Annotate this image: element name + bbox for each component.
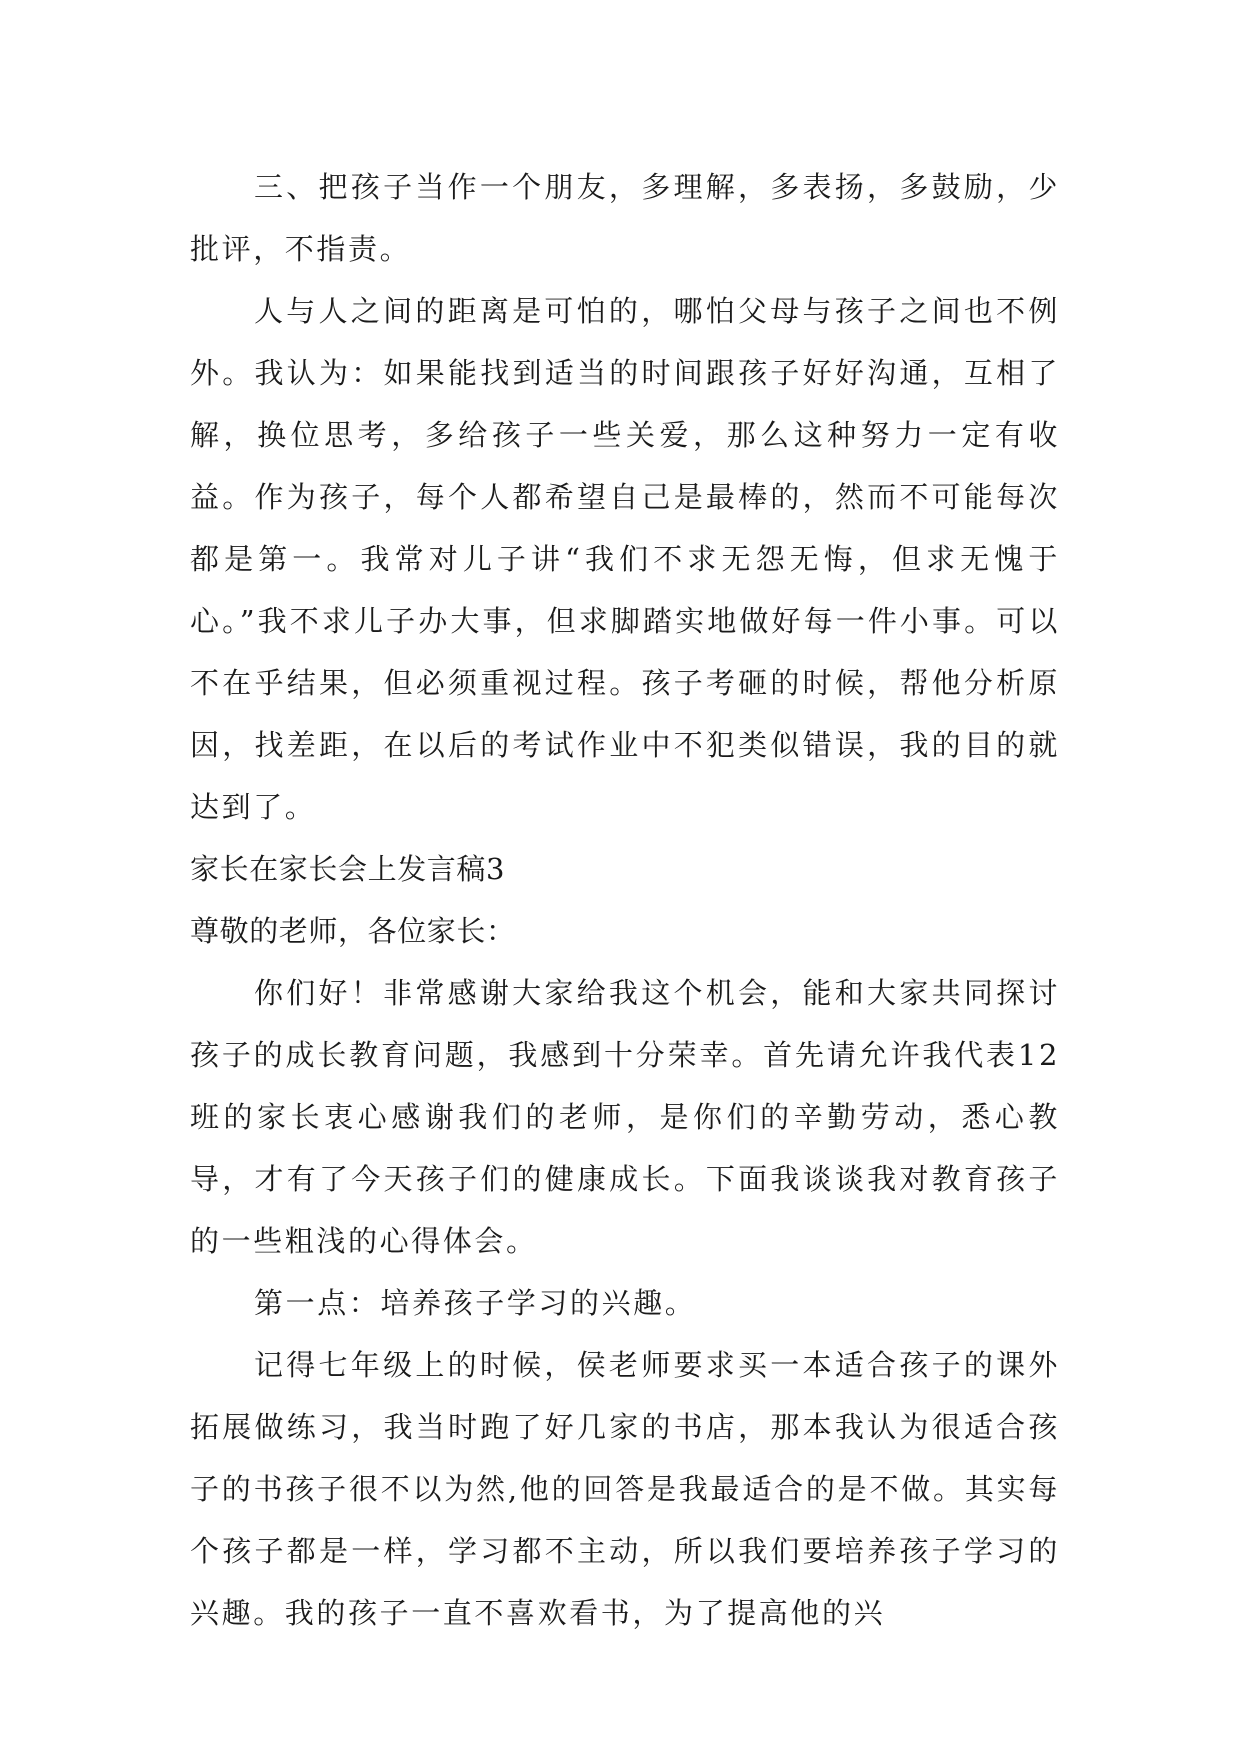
paragraph-communication: 人与人之间的距离是可怕的，哪怕父母与孩子之间也不例外。我认为：如果能找到适当的时间跟孩子好好沟通，互相了解，换位思考，多给孩子一些关爱，那么这种努力一定有收益。作为孩子，每个人都希望自己是最棒的，然而不可能每次都是第一。我常对儿子讲“我们不求无怨无悔，但求无愧于心。”我不求儿子办大事，但求脚踏实地做好每一件小事。可以不在乎结果，但必须重视过程。孩子考砸的时候，帮他分析原因，找差距，在以后的考试作业中不犯类似错误，我的目的就达到了。 — [190, 294, 1060, 824]
salutation: 尊敬的老师，各位家长： — [190, 914, 516, 948]
paragraph-point-three: 三、把孩子当作一个朋友，多理解，多表扬，多鼓励，少批评，不指责。 — [190, 170, 1060, 266]
section-title: 家长在家长会上发言稿3 — [190, 852, 506, 886]
document-page — [190, 156, 1060, 1644]
paragraph-greeting: 你们好！非常感谢大家给我这个机会，能和大家共同探讨孩子的成长教育问题，我感到十分荣幸。首先请允许我代表12班的家长衷心感谢我们的老师，是你们的辛勤劳动，悉心教导，才有了今天孩子们的健康成长。下面我谈谈我对教育孩子的一些粗浅的心得体会。 — [190, 976, 1060, 1258]
paragraph-interest: 记得七年级上的时候，侯老师要求买一本适合孩子的课外拓展做练习，我当时跑了好几家的书店，那本我认为很适合孩子的书孩子很不以为然,他的回答是我最适合的是不做。其实每个孩子都是一样，学习都不主动，所以我们要培养孩子学习的兴趣。我的孩子一直不喜欢看书，为了提高他的兴 — [190, 1348, 1060, 1630]
paragraph-point-one-heading: 第一点：培养孩子学习的兴趣。 — [254, 1286, 697, 1320]
